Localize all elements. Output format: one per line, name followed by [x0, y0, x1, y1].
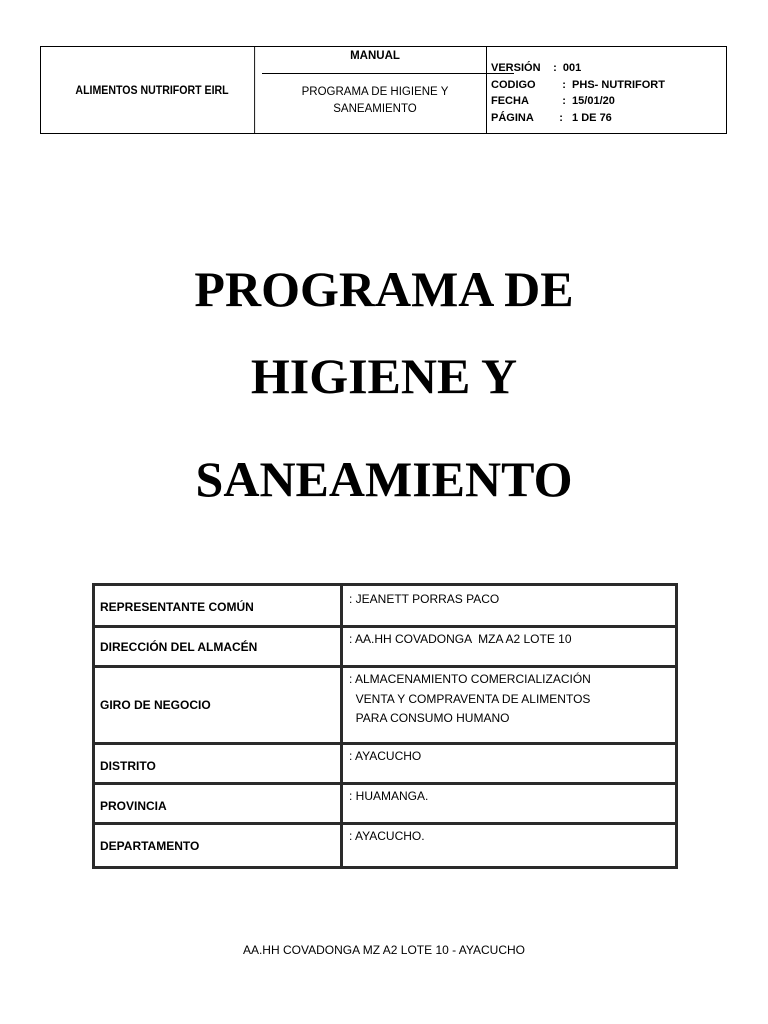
info-value: : ALMACENAMIENTO COMERCIALIZACIÓN VENTA Y COMPRAVENTA DE ALIMENTOS PARA CONSUMO HUMANO: [349, 672, 591, 725]
footer-address: AA.HH COVADONGA MZ A2 LOTE 10 - AYACUCHO: [242, 943, 526, 957]
column-divider: [340, 825, 343, 866]
manual-label: MANUAL: [350, 50, 400, 62]
header-document-type-cell: [264, 47, 487, 133]
info-value: : AYACUCHO: [349, 749, 422, 763]
column-divider: [340, 628, 343, 665]
info-row-district: [95, 745, 675, 785]
meta-version-row: [491, 60, 726, 77]
header-metadata: [487, 47, 726, 133]
meta-code-row: [491, 77, 726, 94]
meta-date-value: : 15/01/20: [547, 95, 615, 107]
column-divider: [340, 745, 343, 782]
company-info-table: [92, 583, 678, 869]
column-divider: [340, 586, 343, 625]
program-name-line-1: PROGRAMA DE HIGIENE Y: [301, 86, 449, 98]
company-name: ALIMENTOS NUTRIFORT EIRL: [50, 47, 255, 133]
info-label: DIRECCIÓN DEL ALMACÉN: [100, 640, 258, 654]
title-line-2: HIGIENE Y: [250, 348, 518, 404]
header-divider-line: [262, 73, 514, 74]
column-divider: [340, 785, 343, 822]
program-name-line-2: SANEAMIENTO: [333, 103, 417, 115]
info-row-address: [95, 628, 675, 668]
info-label: DISTRITO: [100, 759, 156, 773]
meta-date-key: FECHA: [491, 95, 529, 107]
info-value: : AYACUCHO.: [349, 829, 425, 843]
meta-version-key: VERSIÓN: [491, 62, 541, 74]
info-value: : AA.HH COVADONGA MZA A2 LOTE 10: [349, 632, 572, 646]
title-line-3: SANEAMIENTO: [195, 451, 573, 507]
info-label: GIRO DE NEGOCIO: [100, 698, 211, 712]
info-value: : JEANETT PORRAS PACO: [349, 592, 500, 606]
info-row-province: [95, 785, 675, 825]
meta-page-value: : 1 DE 76: [547, 111, 612, 124]
meta-version-value: : 001: [547, 62, 582, 74]
header-program-name: [264, 84, 486, 118]
meta-page-key: PÁGINA: [491, 111, 534, 124]
meta-page-row: [491, 110, 726, 127]
title-line-1: PROGRAMA DE: [194, 261, 574, 317]
info-value: : HUAMANGA.: [349, 789, 429, 803]
meta-code-value: : PHS- NUTRIFORT: [547, 78, 665, 91]
info-label: PROVINCIA: [100, 799, 167, 813]
info-row-representative: [95, 586, 675, 628]
column-divider: [340, 668, 343, 742]
info-row-department: [95, 825, 675, 866]
meta-date-row: [491, 93, 726, 110]
info-label: REPRESENTANTE COMÚN: [100, 600, 254, 614]
document-header: [40, 46, 727, 134]
info-row-business: [95, 668, 675, 745]
meta-code-key: CODIGO: [491, 78, 536, 91]
info-label: DEPARTAMENTO: [100, 839, 200, 853]
